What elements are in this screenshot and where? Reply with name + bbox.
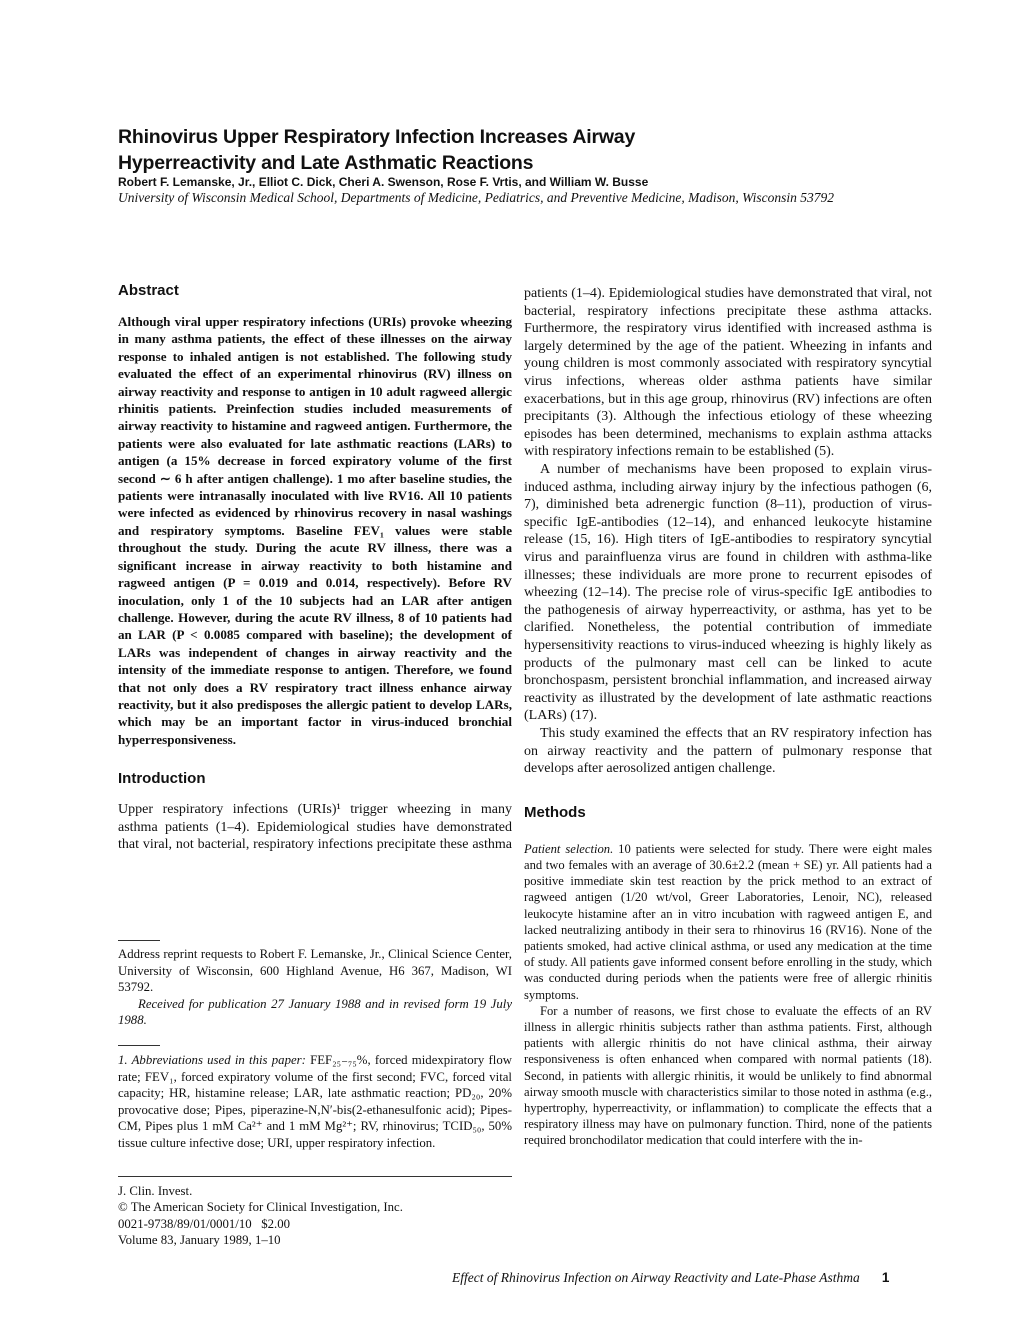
footnote-rule (118, 1045, 160, 1046)
received-date: Received for publication 27 January 1988 and in revised form 19 July 1988. (118, 996, 512, 1027)
abbreviations-lead: 1. Abbreviations used in this paper: (118, 1053, 306, 1067)
introduction-paragraph-1: Upper respiratory infections (URIs)¹ trigger wheezing in many asthma patients (1–4). Epidemiological studies have demonstrated that viral, not bacterial, respiratory infections precipitate these asthma (118, 802, 512, 853)
journal-rule (118, 1176, 512, 1177)
address-footnote (118, 946, 512, 1029)
methods-paragraph-1-text: 10 patients were selected for study. There were eight males and two females with an average of 30.6±2.2 (mean + SE) yr. All patients had a positive immediate skin test reaction by the prick method to an extract of ragweed antigen (1/20 wt/vol, Greer Laboratories, Lenoir, NC), released leukocyte histamine after an in vitro incubation with ragweed antigen E, and lacked neutralizing antibody in their sera to rhinovirus 16 (RV16). None of the patients smoked, had active clinical asthma, or used any medication at the time of study. All patients gave informed consent before enrolling in the study, which was conducted during periods when the patients were free of allergic rhinitis symptoms. (524, 841, 932, 1002)
methods-heading: Methods (524, 803, 586, 821)
journal-volume: Volume 83, January 1989, 1–10 (118, 1232, 281, 1247)
abbreviations-text: FEF₂₅₋₇₅%, forced midexpiratory flow rate; FEV₁, forced expiratory volume of the first second; FVC, forced vital capacity; HR, histamine release; LAR, late asthmatic reaction; PD₂₀, 20% provocative dose; Pipes, piperazine-N,N′-bis(2-ethanesulfonic acid); Pipes-CM, Pipes plus 1 mM Ca²⁺ and 1 mM Mg²⁺; RV, rhinovirus; TCID₅₀, 50% tissue culture infective dose; URI, upper respiratory infection. (118, 1053, 512, 1150)
running-title: Effect of Rhinovirus Infection on Airway Reactivity and Late-Phase Asthma (452, 1270, 860, 1285)
running-footer (452, 1270, 932, 1286)
methods-paragraph-2: For a number of reasons, we first chose to evaluate the effects of an RV illness in allergic rhinitis subjects rather than asthma patients. First, although patients with allergic rhinitis do not have clinical asthma, their airway responsiveness is often enhanced when compared with normal patients (18). Second, in patients with allergic rhinitis, it would be unlikely to find abnormal airway smooth muscle with characteristics similar to those noted in asthma (e.g., hypertrophy, hyperreactivity, or inflammation) to complicate the effects that a respiratory illness may have on pulmonary function. Third, none of the patients required bronchodilator medication that could interfere with the in- (524, 1003, 932, 1148)
author-list: Robert F. Lemanske, Jr., Elliot C. Dick, Cheri A. Swenson, Rose F. Vrtis, and William W. Busse (118, 175, 649, 189)
reprint-address: Address reprint requests to Robert F. Lemanske, Jr., Clinical Science Center, University of Wisconsin, 600 Highland Avenue, H6 367, Madison, WI 53792. (118, 947, 512, 994)
introduction-paragraph-2: A number of mechanisms have been proposed to explain virus-induced asthma, including airway injury by the infectious pathogen (6, 7), diminished beta adrenergic function (8–11), production of virus-specific IgE-antibodies (12–14), and enhanced leukocyte histamine release (15, 16). High titers of IgE-antibodies to respiratory syncytial virus and parainfluenza virus are found in children with asthma-like illnesses; these individuals are more prone to recurrent episodes of wheezing (12–14). The precise role of virus-specific IgE antibodies to the pathogenesis of airway hyperreactivity, or asthma, has yet to be clarified. Nonetheless, the potential contribution of immediate hypersensitivity reactions to virus-induced wheezing is highly likely as products of the pulmonary mast cell can be linked to acute bronchospasm, persistent bronchial inflammation, and increased airway reactivity as illustrated by the development of late asthmatic reactions (LARs) (17). (524, 462, 932, 724)
abstract-heading: Abstract (118, 282, 179, 299)
left-column (118, 282, 512, 855)
introduction-heading: Introduction (118, 770, 206, 788)
introduction-paragraph-3: This study examined the effects that an RV respiratory infection has on airway reactivity and the pattern of pulmonary response that develops after aerosolized antigen challenge. (524, 725, 932, 777)
journal-code: 0021-9738/89/01/0001/10 $2.00 (118, 1216, 291, 1231)
right-column (524, 285, 932, 1149)
introduction-paragraph-1-text: patients (1–4). Epidemiological studies have demonstrated that viral, not bacterial, respiratory infections precipitate these asthma attacks. Furthermore, the respiratory virus identified with increased asthma is largely determined by the age of the patient. Wheezing in infants and young children is most commonly associated with respiratory syncytial virus infections, whereas older asthma patients have similar exacerbations, but in this age group, rhinovirus (RV) infections are often precipitants (3). Although the infectious etiology of these wheezing episodes has been determined, mechanisms to explain asthma attacks with respiratory infections remain to be established (5). (524, 286, 932, 460)
journal-name: J. Clin. Invest. (118, 1184, 193, 1198)
journal-info (118, 1183, 512, 1248)
footnote-rule (118, 940, 160, 941)
methods-paragraph-1 (524, 841, 932, 1003)
introduction-paragraph-1-continued (524, 285, 932, 461)
affiliation: University of Wisconsin Medical School, Departments of Medicine, Pediatrics, and Preventive Medicine, Madison, Wisconsin 53792 (118, 190, 834, 205)
patient-selection-lead: Patient selection. (524, 841, 614, 856)
abstract-text: Although viral upper respiratory infections (URIs) provoke wheezing in many asthma patients, the effect of these illnesses on the airway response to inhaled antigen is not established. The following study evaluated the effect of an experimental rhinovirus (RV) illness on airway reactivity and response to antigen in 10 adult ragweed allergic rhinitis patients. Preinfection studies included measurements of airway reactivity to histamine and ragweed antigen. Furthermore, the patients were also evaluated for late asthmatic reactions (LARs) to antigen (a 15% decrease in forced expiratory volume of the first second ∼ 6 h after antigen challenge). 1 mo after baseline studies, the patients were intranasally inoculated with live RV16. All 10 patients were infected as evidenced by rhinovirus recovery in nasal washings and respiratory symptoms. Baseline FEV₁ values were stable throughout the study. During the acute RV illness, there was a significant increase in airway reactivity to both histamine and ragweed antigen (P = 0.019 and 0.014, respectively). Before RV inoculation, only 1 of the 10 subjects had an LAR after antigen challenge. However, during the acute RV illness, 8 of 10 patients had an LAR (P < 0.0085 compared with baseline); the development of LARs was independent of changes in airway reactivity and the intensity of the immediate response to antigen. Therefore, we found that not only does a RV respiratory tract illness enhance airway reactivity, but it also predisposes the allergic patient to develop LARs, which may be an important factor in virus-induced bronchial hyperresponsiveness. (118, 314, 512, 747)
page-number: 1 (881, 1270, 890, 1285)
copyright: © The American Society for Clinical Investigation, Inc. (118, 1200, 403, 1215)
paper-title: Rhinovirus Upper Respiratory Infection Increases Airway Hyperreactivity and Late Asthmatic Reactions (118, 126, 636, 174)
abbreviations-footnote (118, 1052, 512, 1151)
